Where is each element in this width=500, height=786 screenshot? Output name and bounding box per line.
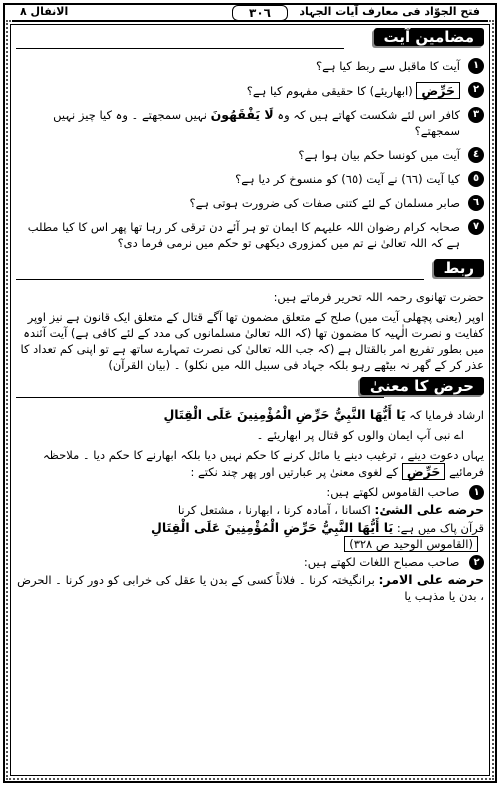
section-heading-rabt: ربط [434,259,484,277]
question-number: ١ [468,58,484,74]
arabic-term: حَرِّضِ [416,82,460,99]
quran-ayah: يَا أَيُّهَا النَّبِيُّ حَرِّضِ الْمُؤْمِنِينَ عَلَى الْقِتَالِ [163,407,406,422]
section-heading-wrap [16,259,484,281]
question-number: ٢ [468,82,484,98]
question-text: کافر اس لئے شکست کھاتے ہیں کہ وہ [277,108,460,122]
heading-underline [16,48,344,49]
question-text: صابر مسلمان کے لئے کتنی صفات کی ضرورت ہوتی ہے؟ [189,196,460,210]
question-number: ٣ [468,107,484,123]
surah-label: الانفال ٨ [20,5,69,18]
harrid-explanation [16,447,484,480]
dictionary-reference: (القاموس الوحید ص ٣٢٨) [344,536,478,552]
page-number: ٣٠٦ [232,5,288,21]
source-number: ٢ [469,555,484,570]
question-text: آیت میں کونسا حکم بیان ہوا ہے؟ [298,148,460,162]
question-item [16,147,484,163]
question-number: ٦ [468,195,484,211]
question-number: ٥ [468,171,484,187]
source-item [16,554,484,570]
source-number: ١ [469,485,484,500]
heading-underline [16,397,384,398]
section-heading-harrid: حرض کا معنیٰ [360,377,484,395]
question-item [16,107,484,139]
definition-line [16,572,484,604]
quran-ayah: يَا أَيُّهَا النَّبِيُّ حَرِّضِ الْمُؤْمِنِينَ عَلَى الْقِتَالِ [151,520,394,535]
arabic-entry: حرضه على الامر: [378,572,484,587]
question-text: کیا آیت (٦٦) نے آیت (٦٥) کو منسوخ کر دیا ہے؟ [235,172,460,186]
header-rule [12,20,488,22]
book-title: فتح الجوّاد فی معارف آیات الجہاد [299,5,480,18]
intro-text: ارشاد فرمایا کہ [409,408,484,422]
question-number: ٤ [468,147,484,163]
ayah-translation: اے نبی آپ ایمان والوں کو قتال پر ابھاریئے ۔ [256,428,464,442]
section-heading-wrap [16,377,484,399]
quran-intro: قرآن پاک میں ہے: [396,521,484,535]
page-header [12,5,488,21]
definition-line [16,502,484,518]
definition-text: برانگیختہ کرنا ۔ فلاناً کسی کے بدن یا عقل کی خرابی کو دور کرنا ۔ الحرض ، بدن یا مذہب یا [17,573,484,603]
explanation-text: یہاں دعوت دینے ، ترغیب دینے یا مائل کرنے کا حکم نہیں دیا بلکہ ابھارنے کا حکم دیا ۔ ملاحظہ فرمائیے [42,448,484,479]
quran-reference-line [16,520,484,552]
arabic-term: حَرِّضِ [402,463,446,480]
question-text: صحابہ کرام رضوان اللہ علیہم کا ایمان تو ہر آئے دن ترقی کر رہا تھا پھر اس کا کیا مطلب ہے کہ اللہ تعالیٰ نے تم میں کمزوری دیکھی تو حکم میں نرمی فرما دی؟ [27,220,460,250]
explanation-text: کے لغوی معنیٰ پر عبارتیں اور پھر چند نکتے : [190,465,399,479]
question-item [16,58,484,74]
page-content [16,26,484,606]
question-item [16,171,484,187]
definition-text: اکسانا ، آمادہ کرنا ، ابھارنا ، مشتعل کرنا [177,503,371,517]
question-text: آیت کا ماقبل سے ربط کیا ہے؟ [315,59,460,73]
question-item [16,219,484,251]
section-heading-mazameen: مضامین آیت [374,28,484,46]
heading-underline [16,279,424,280]
question-item [16,82,484,99]
section-heading-wrap [16,28,484,50]
arabic-term: لَا يَفْقَهُونَ [210,107,274,122]
arabic-entry: حرضه على الشئ: [374,502,484,517]
source-title: صاحب مصباح اللغات لکھتے ہیں: [303,555,460,569]
source-item [16,484,484,500]
question-text: (ابھاریئے) کا حقیقی مفہوم کیا ہے؟ [246,84,413,98]
question-number: ٧ [468,219,484,235]
question-item [16,195,484,211]
question-text: نہیں سمجھتے ۔ وہ کیا چیز نہیں سمجھتے؟ [53,108,460,138]
rabt-body: اوپر (یعنی پچھلی آیت میں) صلح کے متعلق مضمون تھا آگے قتال کے متعلق ایک قانون ہے نیز اوپر کفایت و نصرت الٰہیہ کا مضمون تھا (کہ اللہ تعالیٰ مسلمانوں کی مدد کے لئے کافی ہے) آیت آئندہ میں بطور تفریع امر بالقتال ہے (کہ جب اللہ تعالیٰ کی نصرت تمہارے ساتھ ہے تو اپنی کم تعداد کا عذر کر کے گھر نہ بیٹھے رہو بلکہ جہاد فی سبیل اللہ میں نکلو) ۔ (بیان القرآن) [20,310,484,372]
rabt-intro: حضرت تھانوی رحمہ اللہ تحریر فرماتے ہیں: [273,290,484,304]
source-title: صاحب القاموس لکھتے ہیں: [326,485,460,499]
questions-list [16,58,484,251]
harrid-intro [16,407,484,423]
